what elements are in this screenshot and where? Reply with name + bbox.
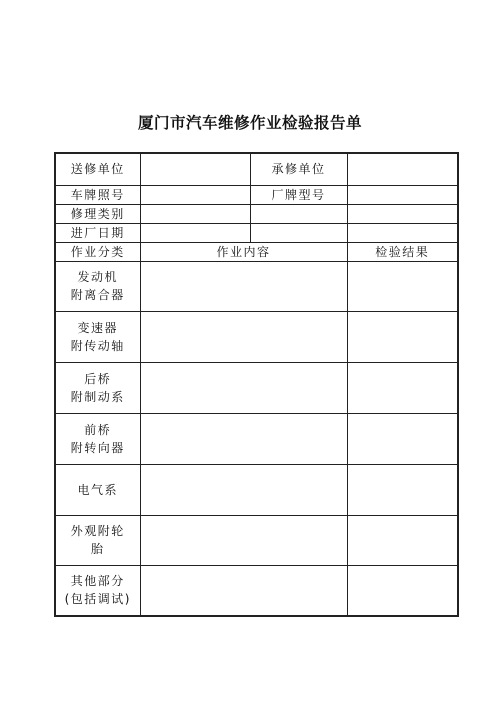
plate-number-field[interactable] xyxy=(140,185,250,204)
column-header-result: 检验结果 xyxy=(347,242,458,261)
category-row xyxy=(55,464,458,515)
repair-type-field[interactable] xyxy=(140,204,250,223)
work-content-field[interactable] xyxy=(140,362,347,413)
row-plate xyxy=(55,185,458,204)
entry-date-field-3[interactable] xyxy=(347,223,458,242)
category-line-2: 附传动轴 xyxy=(70,338,125,353)
work-content-field[interactable] xyxy=(140,261,347,311)
send-unit-label: 送修单位 xyxy=(55,153,140,185)
category-line-1: 后桥 xyxy=(84,371,112,386)
entry-date-field[interactable] xyxy=(140,223,250,242)
category-engine xyxy=(55,261,140,311)
category-row xyxy=(55,311,458,362)
category-line-1: 变速器 xyxy=(77,320,118,335)
vehicle-model-label: 厂牌型号 xyxy=(250,185,347,204)
category-row xyxy=(55,413,458,464)
category-line-1: 发动机 xyxy=(77,270,118,284)
category-other xyxy=(55,565,140,616)
form-title: 厦门市汽车维修作业检验报告单 xyxy=(137,114,362,132)
send-unit-field[interactable] xyxy=(140,153,250,185)
category-row xyxy=(55,261,458,311)
category-line-1: 电气系 xyxy=(77,482,118,497)
row-entry-date xyxy=(55,223,458,242)
inspection-result-field[interactable] xyxy=(347,311,458,362)
category-line-1: 外观附轮 xyxy=(70,524,125,538)
category-exterior-tires xyxy=(55,515,140,565)
repair-type-field-3[interactable] xyxy=(347,204,458,223)
inspection-result-field[interactable] xyxy=(347,515,458,565)
row-repair-type xyxy=(55,204,458,223)
column-header-content: 作业内容 xyxy=(140,242,347,261)
category-rear-axle xyxy=(55,362,140,413)
category-electrical xyxy=(55,464,140,515)
inspection-result-field[interactable] xyxy=(347,362,458,413)
inspection-result-field[interactable] xyxy=(347,565,458,616)
category-row xyxy=(55,565,458,616)
category-row xyxy=(55,515,458,565)
work-content-field[interactable] xyxy=(140,464,347,515)
row-column-headers xyxy=(55,242,458,261)
plate-number-label: 车牌照号 xyxy=(55,185,140,204)
category-transmission xyxy=(55,311,140,362)
column-header-category: 作业分类 xyxy=(55,242,140,261)
inspection-result-field[interactable] xyxy=(347,261,458,311)
category-row xyxy=(55,362,458,413)
category-line-2: 胎 xyxy=(90,542,105,556)
inspection-result-field[interactable] xyxy=(347,413,458,464)
category-line-1: 其他部分 xyxy=(70,574,125,589)
category-line-2: 附转向器 xyxy=(70,440,125,455)
repair-type-field-2[interactable] xyxy=(250,204,347,223)
work-content-field[interactable] xyxy=(140,515,347,565)
repair-unit-field[interactable] xyxy=(347,153,458,185)
work-content-field[interactable] xyxy=(140,311,347,362)
repair-unit-label: 承修单位 xyxy=(250,153,347,185)
inspection-result-field[interactable] xyxy=(347,464,458,515)
inspection-report-table xyxy=(54,152,459,617)
category-line-2: 附制动系 xyxy=(70,389,125,404)
entry-date-label: 进厂日期 xyxy=(55,223,140,242)
category-line-2: 附离合器 xyxy=(70,288,125,302)
row-send-unit xyxy=(55,153,458,185)
repair-type-label: 修理类别 xyxy=(55,204,140,223)
entry-date-field-2[interactable] xyxy=(250,223,347,242)
vehicle-model-field[interactable] xyxy=(347,185,458,204)
category-line-1: 前桥 xyxy=(84,422,112,437)
category-line-2: (包括调试) xyxy=(64,592,131,607)
work-content-field[interactable] xyxy=(140,565,347,616)
work-content-field[interactable] xyxy=(140,413,347,464)
category-front-axle xyxy=(55,413,140,464)
